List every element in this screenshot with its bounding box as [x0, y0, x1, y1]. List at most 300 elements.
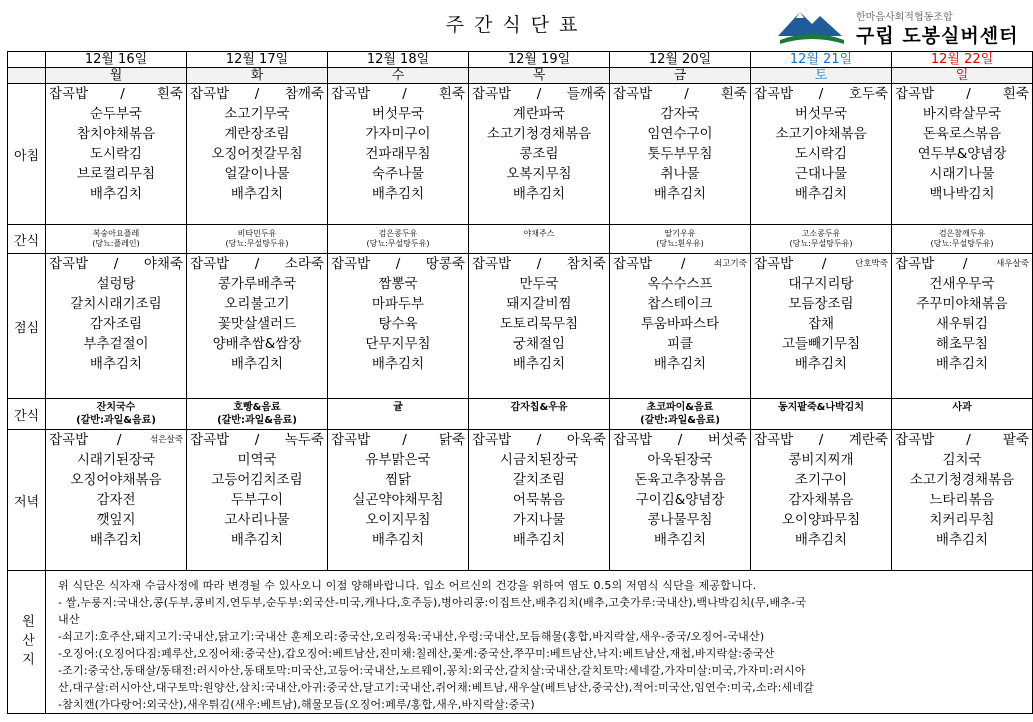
menu-item: 가지나물	[512, 512, 566, 528]
snack2-row	[8, 399, 1033, 430]
menu-item: 오이지무침	[365, 512, 431, 528]
slash-text: /	[113, 256, 119, 272]
menu-item: 구이김&양념장	[635, 492, 725, 508]
snack-line: 사과	[952, 402, 972, 413]
snack2-content	[46, 399, 186, 427]
snack-line: (당뇨:무설탕두유)	[930, 239, 994, 248]
snack2-cell	[610, 399, 751, 430]
lunch-cell	[328, 254, 469, 399]
menu-item: 찜닭	[384, 472, 412, 488]
dinner-rice-line	[46, 430, 186, 450]
date-cell: 12월 20일	[610, 52, 751, 68]
menu-item: 어묵볶음	[512, 492, 566, 508]
snack-line: 동지팥죽&나박김치	[777, 402, 864, 413]
date-cell: 12월 16일	[46, 52, 187, 68]
menu-item: 갈치조림	[512, 472, 566, 488]
porridge-text: 흰죽	[1002, 86, 1029, 102]
snack1-content	[892, 225, 1032, 249]
menu-item: 오복지무침	[506, 166, 572, 182]
porridge-text: 호두죽	[848, 86, 888, 102]
rice-text: 잡곡밥	[331, 86, 371, 102]
rice-text: 잡곡밥	[472, 86, 512, 102]
menu-item: 두부구이	[230, 492, 284, 508]
rice-text: 잡곡밥	[613, 86, 653, 102]
menu-item: 배추김치	[653, 532, 707, 548]
snack1-cell	[187, 225, 328, 254]
menu-item: 아욱된장국	[647, 452, 713, 468]
menu-item: 모듬장조림	[788, 296, 854, 312]
lunch-rice-line	[610, 254, 750, 274]
menu-item: 감자국	[660, 106, 700, 122]
menu-item: 실곤약야채무침	[352, 492, 444, 508]
dinner-rice-line	[469, 430, 609, 450]
menu-item: 소고기청경채볶음	[486, 126, 592, 142]
porridge-text: 야채죽	[143, 256, 183, 272]
slash-text: /	[821, 256, 827, 272]
snack1-label: 간식	[8, 225, 46, 254]
slash-text: /	[818, 86, 824, 102]
menu-item: 도시락김	[794, 146, 848, 162]
menu-item: 유부맑은국	[365, 452, 431, 468]
menu-item: 부추겉절이	[83, 336, 149, 352]
menu-item: 배추김치	[371, 532, 425, 548]
menu-item: 단무지무침	[365, 336, 431, 352]
menu-item: 백나박김치	[929, 186, 995, 202]
menu-item: 배추김치	[653, 356, 707, 372]
rice-text: 잡곡밥	[190, 86, 230, 102]
menu-item: 배추김치	[794, 532, 848, 548]
menu-item: 배추김치	[371, 186, 425, 202]
breakfast-rice-line	[328, 84, 468, 104]
snack-line: (당뇨:플레인)	[92, 239, 140, 248]
snack1-cell	[46, 225, 187, 254]
menu-item: 버섯무국	[794, 106, 848, 122]
menu-item: 궁채절임	[512, 336, 566, 352]
menu-item: 조기구이	[794, 472, 848, 488]
rice-text: 잡곡밥	[190, 256, 230, 272]
menu-item: 찹스테이크	[647, 296, 713, 312]
porridge-text: 새우살죽	[996, 259, 1029, 269]
menu-item: 돈육로스볶음	[922, 126, 1002, 142]
dinner-row	[8, 430, 1033, 571]
origin-note-line: -참치캔(가다랑어:외국산),새우튀김(새우:베트남),해물모듬(오징어:페루/홍합,새우,바지락살:중국)	[58, 698, 535, 711]
snack-line: 복숭아요플레	[92, 229, 140, 238]
snack-line: 검은참깨두유	[938, 229, 986, 238]
breakfast-rice-line	[610, 84, 750, 104]
dinner-cell	[469, 430, 610, 571]
rice-text: 잡곡밥	[331, 256, 371, 272]
weekday-row	[8, 68, 1033, 84]
slash-text: /	[395, 256, 401, 272]
slash-text: /	[254, 86, 260, 102]
slash-text: /	[536, 256, 542, 272]
breakfast-cell	[469, 84, 610, 225]
menu-item: 오리불고기	[224, 296, 290, 312]
corner-cell	[8, 68, 46, 84]
snack2-cell	[46, 399, 187, 430]
porridge-text: 섞은살죽	[150, 435, 183, 445]
menu-item: 시래기나물	[929, 166, 995, 182]
snack-line: 귤	[393, 402, 403, 413]
menu-item: 얼갈이나물	[224, 166, 290, 182]
menu-item: 돈육고추장볶음	[634, 472, 726, 488]
menu-item: 배추김치	[230, 532, 284, 548]
date-cell: 12월 18일	[328, 52, 469, 68]
page-title: 주간식단표	[445, 14, 588, 36]
menu-item: 가자미구이	[365, 126, 431, 142]
menu-item: 근대나물	[794, 166, 848, 182]
origin-notes	[46, 571, 1033, 714]
menu-item: 소고기무국	[224, 106, 290, 122]
lunch-rice-line	[328, 254, 468, 274]
lunch-label: 점심	[8, 254, 46, 399]
slash-text: /	[684, 86, 689, 102]
rice-text: 잡곡밥	[49, 432, 89, 448]
snack1-cell	[610, 225, 751, 254]
porridge-text: 아욱죽	[566, 432, 606, 448]
menu-item: 치커리무침	[929, 512, 995, 528]
slash-text: /	[966, 432, 971, 448]
menu-item: 꽃맛살샐러드	[217, 316, 297, 332]
menu-item: 배추김치	[371, 356, 425, 372]
lunch-cell	[187, 254, 328, 399]
weekday-cell: 금	[610, 68, 751, 84]
snack-line: 딸기우유	[664, 229, 696, 238]
snack2-content	[610, 399, 750, 427]
weekday-cell: 토	[751, 68, 892, 84]
porridge-text: 팥죽	[1002, 432, 1029, 448]
rice-text: 잡곡밥	[895, 256, 935, 272]
center-name: 구립 도봉실버센터	[856, 25, 1019, 47]
lunch-cell	[469, 254, 610, 399]
dinner-rice-line	[187, 430, 327, 450]
menu-item: 배추김치	[512, 356, 566, 372]
date-cell: 12월 21일	[751, 52, 892, 68]
date-row	[8, 52, 1033, 68]
menu-item: 건새우무국	[929, 276, 995, 292]
menu-item: 시래기된장국	[76, 452, 156, 468]
menu-item: 짬뽕국	[378, 276, 418, 292]
menu-item: 탕수육	[378, 316, 418, 332]
porridge-text: 버섯죽	[707, 432, 747, 448]
menu-item: 소고기야채볶음	[775, 126, 867, 142]
slash-text: /	[402, 432, 407, 448]
menu-item: 소고기청경채볶음	[909, 472, 1015, 488]
snack2-cell	[892, 399, 1033, 430]
breakfast-rice-line	[187, 84, 327, 104]
slash-text: /	[536, 86, 542, 102]
porridge-text: 참깨죽	[284, 86, 324, 102]
menu-item: 배추김치	[89, 186, 143, 202]
porridge-text: 흰죽	[156, 86, 183, 102]
weekday-cell: 월	[46, 68, 187, 84]
dinner-cell	[46, 430, 187, 571]
porridge-text: 참치죽	[566, 256, 606, 272]
snack1-row	[8, 225, 1033, 254]
porridge-text: 녹두죽	[284, 432, 324, 448]
origin-note-line: 산,대구살:러시아산,대구토막:원양산,삼치:국내산,아귀:중국산,달고기:국내산,쥐어채:베트남,새우살(베트남산,중국산),적어:미국산,임연수:미국,소라:세네갈	[58, 681, 815, 694]
menu-item: 배추김치	[935, 356, 989, 372]
menu-item: 톳두부무침	[647, 146, 713, 162]
breakfast-rice-line	[751, 84, 891, 104]
snack-line: 초코파이&음료	[646, 402, 714, 413]
snack2-label: 간식	[8, 399, 46, 430]
snack1-cell	[892, 225, 1033, 254]
breakfast-cell	[328, 84, 469, 225]
porridge-text: 단호박죽	[855, 259, 888, 269]
snack-line: 호빵&음료	[233, 402, 281, 413]
snack1-content	[187, 225, 327, 249]
dinner-cell	[892, 430, 1033, 571]
slash-text: /	[254, 256, 260, 272]
menu-item: 해초무침	[935, 336, 989, 352]
menu-item: 돼지갈비찜	[506, 296, 572, 312]
snack1-content	[751, 225, 891, 249]
lunch-rice-line	[751, 254, 891, 274]
snack-line: 감자칩&우유	[510, 402, 568, 413]
porridge-text: 들깨죽	[566, 86, 606, 102]
menu-item: 김치국	[942, 452, 982, 468]
dinner-cell	[610, 430, 751, 571]
snack-line: 비타민두유	[237, 229, 277, 238]
rice-text: 잡곡밥	[613, 432, 653, 448]
lunch-rice-line	[187, 254, 327, 274]
porridge-text: 땅콩죽	[425, 256, 465, 272]
rice-text: 잡곡밥	[895, 432, 935, 448]
dinner-rice-line	[328, 430, 468, 450]
org-name: 한마음사회적협동조합	[856, 12, 953, 23]
weekday-cell: 목	[469, 68, 610, 84]
menu-item: 느타리볶음	[929, 492, 995, 508]
porridge-text: 소라죽	[284, 256, 324, 272]
dinner-cell	[187, 430, 328, 571]
slash-text: /	[116, 432, 122, 448]
breakfast-cell	[751, 84, 892, 225]
menu-item: 계란장조림	[224, 126, 290, 142]
slash-text: /	[680, 256, 686, 272]
menu-item: 연두부&양념장	[917, 146, 1007, 162]
dinner-cell	[751, 430, 892, 571]
breakfast-label: 아침	[8, 84, 46, 225]
breakfast-rice-line	[469, 84, 609, 104]
weekday-cell: 수	[328, 68, 469, 84]
menu-item: 대구지리탕	[788, 276, 854, 292]
menu-item: 새우튀김	[935, 316, 989, 332]
breakfast-cell	[187, 84, 328, 225]
breakfast-row	[8, 84, 1033, 225]
menu-item: 도토리묵무침	[499, 316, 579, 332]
menu-item: 임연수구이	[647, 126, 713, 142]
dinner-rice-line	[751, 430, 891, 450]
center-logo	[776, 6, 1032, 48]
slash-text: /	[402, 86, 407, 102]
menu-item: 투움바파스타	[640, 316, 720, 332]
breakfast-cell	[610, 84, 751, 225]
date-cell: 12월 17일	[187, 52, 328, 68]
lunch-cell	[751, 254, 892, 399]
menu-item: 배추김치	[512, 532, 566, 548]
slash-text: /	[966, 86, 971, 102]
menu-item: 갈치시래기조림	[70, 296, 162, 312]
snack2-content	[187, 399, 327, 427]
menu-item: 배추김치	[512, 186, 566, 202]
menu-item: 감자전	[96, 492, 136, 508]
lunch-cell	[892, 254, 1033, 399]
mountain-logo-icon	[776, 6, 848, 46]
snack2-content	[751, 399, 891, 414]
lunch-cell	[610, 254, 751, 399]
snack2-cell	[328, 399, 469, 430]
rice-text: 잡곡밥	[613, 256, 653, 272]
origin-row	[8, 571, 1033, 714]
menu-item: 감자조림	[89, 316, 143, 332]
slash-text: /	[254, 432, 260, 448]
rice-text: 잡곡밥	[754, 432, 794, 448]
snack2-cell	[751, 399, 892, 430]
snack-line: (당뇨:무설탕두유)	[789, 239, 853, 248]
snack-line: (당뇨:흰우유)	[656, 239, 704, 248]
menu-item: 오징어야채볶음	[70, 472, 162, 488]
menu-item: 주꾸미야채볶음	[916, 296, 1008, 312]
menu-item: 바지락살무국	[922, 106, 1002, 122]
dinner-rice-line	[892, 430, 1032, 450]
snack2-cell	[469, 399, 610, 430]
menu-item: 배추김치	[794, 186, 848, 202]
menu-item: 옥수수스프	[647, 276, 713, 292]
lunch-cell	[46, 254, 187, 399]
breakfast-cell	[46, 84, 187, 225]
weekly-menu-table	[7, 51, 1033, 714]
origin-note-line: -조기:중국산,동태살/동태전:러시아산,동태토막:미국산,고등어:국내산,노르웨이,꽁치:외국산,갈치살:국내산,갈치토막:세네갈,가자미살:미국,가자미:러시아	[58, 664, 806, 677]
menu-item: 계란파국	[512, 106, 566, 122]
slash-text: /	[818, 432, 824, 448]
origin-note-line: 위 식단은 식자재 수급사정에 따라 변경될 수 있사오니 이점 양해바랍니다. 입소 어르신의 건강을 위하여 염도 0.5의 저염식 식단을 제공합니다.	[58, 579, 757, 592]
menu-item: 고들빼기무침	[781, 336, 861, 352]
rice-text: 잡곡밥	[49, 256, 89, 272]
weekday-cell: 화	[187, 68, 328, 84]
menu-item: 고사리나물	[224, 512, 290, 528]
origin-note-line: -쇠고기:호주산,돼지고기:국내산,닭고기:국내산 훈제오리:중국산,오리정육:국내산,우렁:국내산,모듬해물(홍합,바지락살,새우-중국/오징어-국내산)	[58, 630, 765, 643]
dinner-rice-line	[610, 430, 750, 450]
slash-text: /	[120, 86, 125, 102]
snack2-content	[328, 399, 468, 414]
snack1-content	[328, 225, 468, 249]
menu-item: 브로컬리무침	[76, 166, 156, 182]
origin-note-line: - 쌀,누룽지:국내산,콩(두부,콩비지,연두부,순두부:외국산-미국,캐나다,호주등),병아리콩:이집트산,배추김치(배추,고춧가루:국내산),백나박김치(무,배추-국	[58, 596, 807, 609]
date-cell: 12월 22일	[892, 52, 1033, 68]
menu-item: 버섯무국	[371, 106, 425, 122]
origin-note-line: 내산	[58, 613, 80, 626]
menu-item: 시금치된장국	[499, 452, 579, 468]
menu-item: 배추김치	[230, 186, 284, 202]
breakfast-cell	[892, 84, 1033, 225]
snack1-content	[610, 225, 750, 249]
menu-item: 설렁탕	[96, 276, 136, 292]
menu-item: 잡채	[807, 316, 835, 332]
menu-item: 오징어젓갈무침	[211, 146, 303, 162]
snack2-cell	[187, 399, 328, 430]
porridge-text: 계란죽	[848, 432, 888, 448]
rice-text: 잡곡밥	[331, 432, 371, 448]
menu-item: 배추김치	[794, 356, 848, 372]
snack1-cell	[751, 225, 892, 254]
menu-item: 배추김치	[653, 186, 707, 202]
slash-text: /	[962, 256, 968, 272]
rice-text: 잡곡밥	[49, 86, 89, 102]
lunch-row	[8, 254, 1033, 399]
menu-item: 콩비지찌개	[788, 452, 854, 468]
menu-item: 배추김치	[89, 532, 143, 548]
menu-item: 배추김치	[89, 356, 143, 372]
weekday-cell: 일	[892, 68, 1033, 84]
porridge-text: 흰죽	[438, 86, 465, 102]
menu-item: 도시락김	[89, 146, 143, 162]
menu-item: 깻잎지	[96, 512, 136, 528]
snack1-content	[469, 225, 609, 239]
snack-line: (갈반:과일&음료)	[640, 415, 720, 426]
menu-item: 오이양파무침	[781, 512, 861, 528]
porridge-text: 쇠고기죽	[714, 259, 747, 269]
menu-item: 양배추쌈&쌈장	[212, 336, 302, 352]
snack2-content	[469, 399, 609, 414]
rice-text: 잡곡밥	[895, 86, 935, 102]
snack-line: (갈반:과일&음료)	[217, 415, 297, 426]
rice-text: 잡곡밥	[754, 256, 794, 272]
rice-text: 잡곡밥	[472, 432, 512, 448]
rice-text: 잡곡밥	[190, 432, 230, 448]
lunch-rice-line	[46, 254, 186, 274]
lunch-rice-line	[892, 254, 1032, 274]
snack1-cell	[328, 225, 469, 254]
breakfast-rice-line	[46, 84, 186, 104]
menu-item: 건파래무침	[365, 146, 431, 162]
rice-text: 잡곡밥	[754, 86, 794, 102]
dinner-cell	[328, 430, 469, 571]
menu-item: 마파두부	[371, 296, 425, 312]
snack1-content	[46, 225, 186, 249]
slash-text: /	[677, 432, 683, 448]
menu-item: 피클	[666, 336, 694, 352]
menu-item: 참치야채볶음	[76, 126, 156, 142]
dinner-label: 저녁	[8, 430, 46, 571]
menu-item: 미역국	[237, 452, 277, 468]
snack-line: (당뇨:무설탕두유)	[225, 239, 289, 248]
snack2-content	[892, 399, 1032, 414]
menu-item: 배추김치	[935, 532, 989, 548]
origin-note-line: -오징어:(오징어다짐:페루산,오징어채:중국산),갑오징어:베트남산,진미채:칠레산,꽃게:중국산,쭈꾸미:베트남산,낙지:베트남산,재첩,바지락살:중국산	[58, 647, 775, 660]
rice-text: 잡곡밥	[472, 256, 512, 272]
menu-item: 감자채볶음	[788, 492, 854, 508]
breakfast-rice-line	[892, 84, 1032, 104]
origin-label: 원산지	[8, 571, 46, 714]
menu-item: 순두부국	[89, 106, 143, 122]
menu-item: 고등어김치조림	[211, 472, 303, 488]
menu-item: 콩가루배추국	[217, 276, 297, 292]
menu-item: 만두국	[519, 276, 559, 292]
snack-line: 고소콩두유	[801, 229, 841, 238]
menu-item: 배추김치	[230, 356, 284, 372]
snack-line: 잔치국수	[96, 402, 136, 413]
lunch-rice-line	[469, 254, 609, 274]
slash-text: /	[536, 432, 542, 448]
snack1-cell	[469, 225, 610, 254]
snack-line: 검은콩두유	[378, 229, 418, 238]
snack-line: (당뇨:무설탕두유)	[366, 239, 430, 248]
menu-item: 취나물	[660, 166, 700, 182]
porridge-text: 흰죽	[720, 86, 747, 102]
notes-box	[46, 571, 1032, 713]
menu-item: 콩조림	[519, 146, 559, 162]
